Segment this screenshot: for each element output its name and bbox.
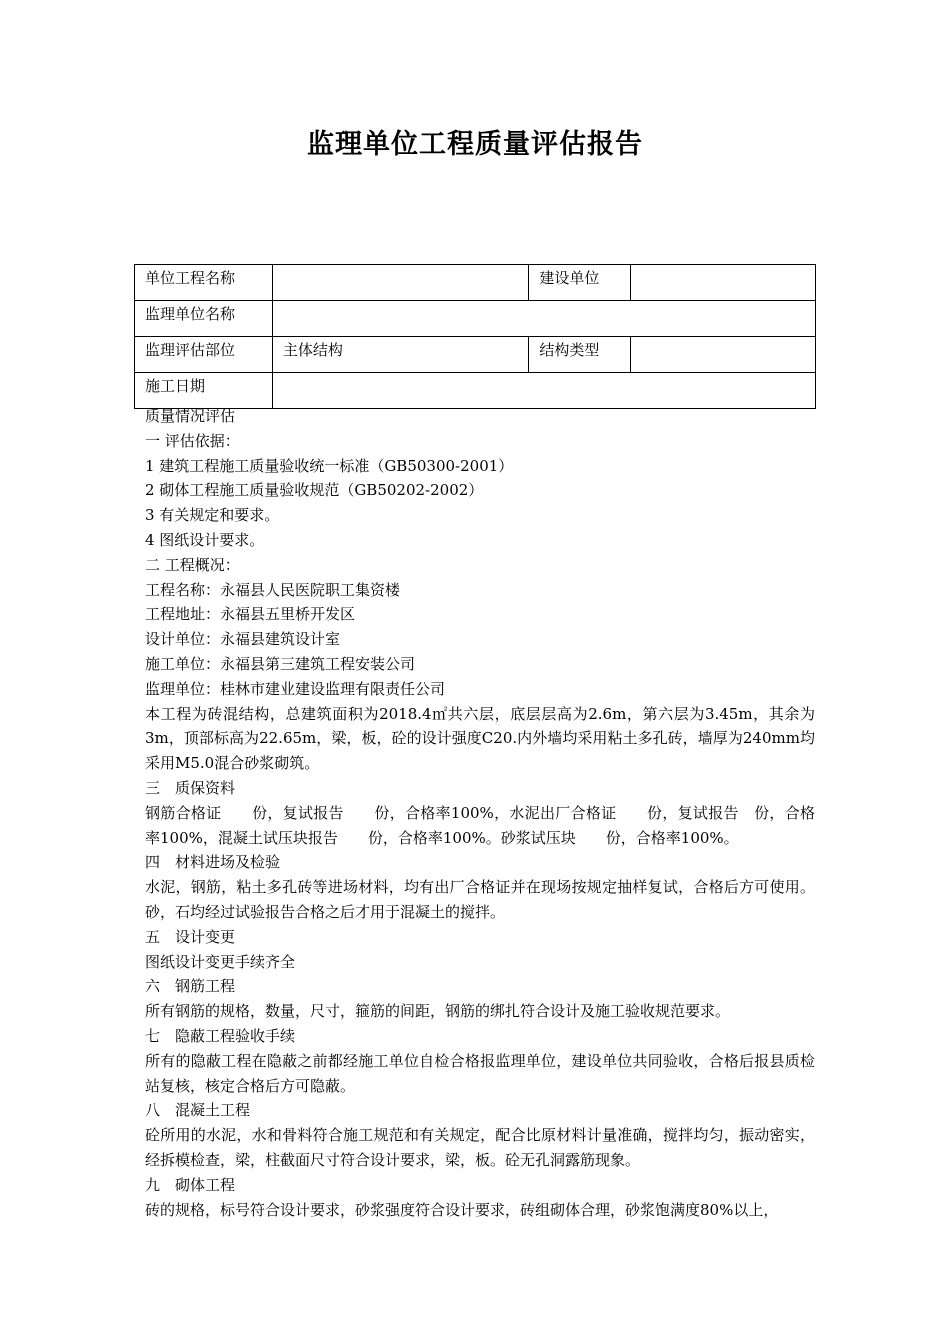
section-heading: 二 工程概况： — [145, 555, 240, 574]
page-title: 监理单位工程质量评估报告 — [307, 129, 643, 160]
structure-label: 结构类型 — [529, 337, 631, 373]
structure-value — [631, 337, 816, 373]
section-heading: 五 设计变更 — [145, 927, 236, 946]
list-item: 3 有关规定和要求。 — [145, 506, 280, 525]
materials-paragraph: 水泥，钢筋，粘土多孔砖等进场材料，均有出厂合格证并在现场按规定抽样复试，合格后方可使用。砂，石均经过试验报告合格之后才用于混凝土的搅拌。 — [145, 878, 815, 921]
report-body — [145, 404, 815, 1222]
builder-value — [631, 265, 816, 301]
concealed-works-paragraph: 所有的隐蔽工程在隐蔽之前都经施工单位自检合格报监理单位，建设单位共同验收，合格后报县质检站复核，核定合格后方可隐蔽。 — [145, 1051, 815, 1095]
date-label: 施工日期 — [135, 373, 273, 409]
concrete-paragraph: 砼所用的水泥，水和骨料符合施工规范和有关规定，配合比原材料计量准确，搅拌均匀，振动密实，经拆模检查，梁，柱截面尺寸符合设计要求，梁，板。砼无孔洞露筋现象。 — [145, 1126, 815, 1169]
section-heading: 六 钢筋工程 — [145, 977, 236, 996]
overview-paragraph: 本工程为砖混结构，总建筑面积为2018.4㎡共六层，底层层高为2.6m，第六层为3.45m，其余为3m，顶部标高为22.65m，梁，板，砼的设计强度C20.内外墙均采用粘土多孔砖，墙厚为240mm均采用M5.0混合砂浆砌筑。 — [145, 704, 815, 773]
project-info-table — [134, 264, 816, 409]
project-name: 工程名称：永福县人民医院职工集资楼 — [145, 580, 401, 599]
supervision-unit: 监理单位：桂林市建业建设监理有限责任公司 — [145, 679, 446, 698]
unit-name-value — [272, 265, 529, 301]
design-change-text: 图纸设计变更手续齐全 — [145, 952, 296, 971]
table-row — [135, 265, 816, 301]
construction-unit: 施工单位：永福县第三建筑工程安装公司 — [145, 654, 416, 673]
list-item: 4 图纸设计要求。 — [145, 530, 265, 549]
rebar-text: 所有钢筋的规格，数量，尺寸，箍筋的间距，钢筋的绑扎符合设计及施工验收规范要求。 — [145, 1002, 731, 1021]
section-heading: 三 质保资料 — [145, 778, 236, 797]
unit-name-label: 单位工程名称 — [135, 265, 273, 301]
part-label: 监理评估部位 — [135, 337, 273, 373]
masonry-paragraph: 砖的规格，标号符合设计要求，砂浆强度符合设计要求，砖组砌体合理，砂浆饱满度80%以上， — [145, 1200, 779, 1219]
section-heading: 八 混凝土工程 — [145, 1101, 251, 1120]
list-item: 1 建筑工程施工质量验收统一标准（GB50300-2001） — [145, 456, 514, 475]
section-heading: 九 砌体工程 — [145, 1175, 236, 1194]
section-heading: 一 评估依据： — [145, 431, 240, 450]
project-address: 工程地址：永福县五里桥开发区 — [145, 605, 356, 624]
quality-docs-paragraph: 钢筋合格证 份，复试报告 份，合格率100%，水泥出厂合格证 份，复试报告 份，合格率100%，混凝土试压块报告 份，合格率100%。砂浆试压块 份，合格率100%。 — [145, 803, 815, 847]
section-heading: 四 材料进场及检验 — [145, 853, 281, 872]
supervisor-label: 监理单位名称 — [135, 301, 273, 337]
section-heading: 七 隐蔽工程验收手续 — [145, 1026, 296, 1045]
section-heading: 质量情况评估 — [145, 407, 236, 425]
table-row — [135, 337, 816, 373]
part-value: 主体结构 — [272, 337, 529, 373]
table-row — [135, 301, 816, 337]
builder-label: 建设单位 — [529, 265, 631, 301]
list-item: 2 砌体工程施工质量验收规范（GB50202-2002） — [145, 481, 484, 500]
supervisor-value — [272, 301, 815, 337]
design-unit: 设计单位：永福县建筑设计室 — [145, 630, 341, 649]
